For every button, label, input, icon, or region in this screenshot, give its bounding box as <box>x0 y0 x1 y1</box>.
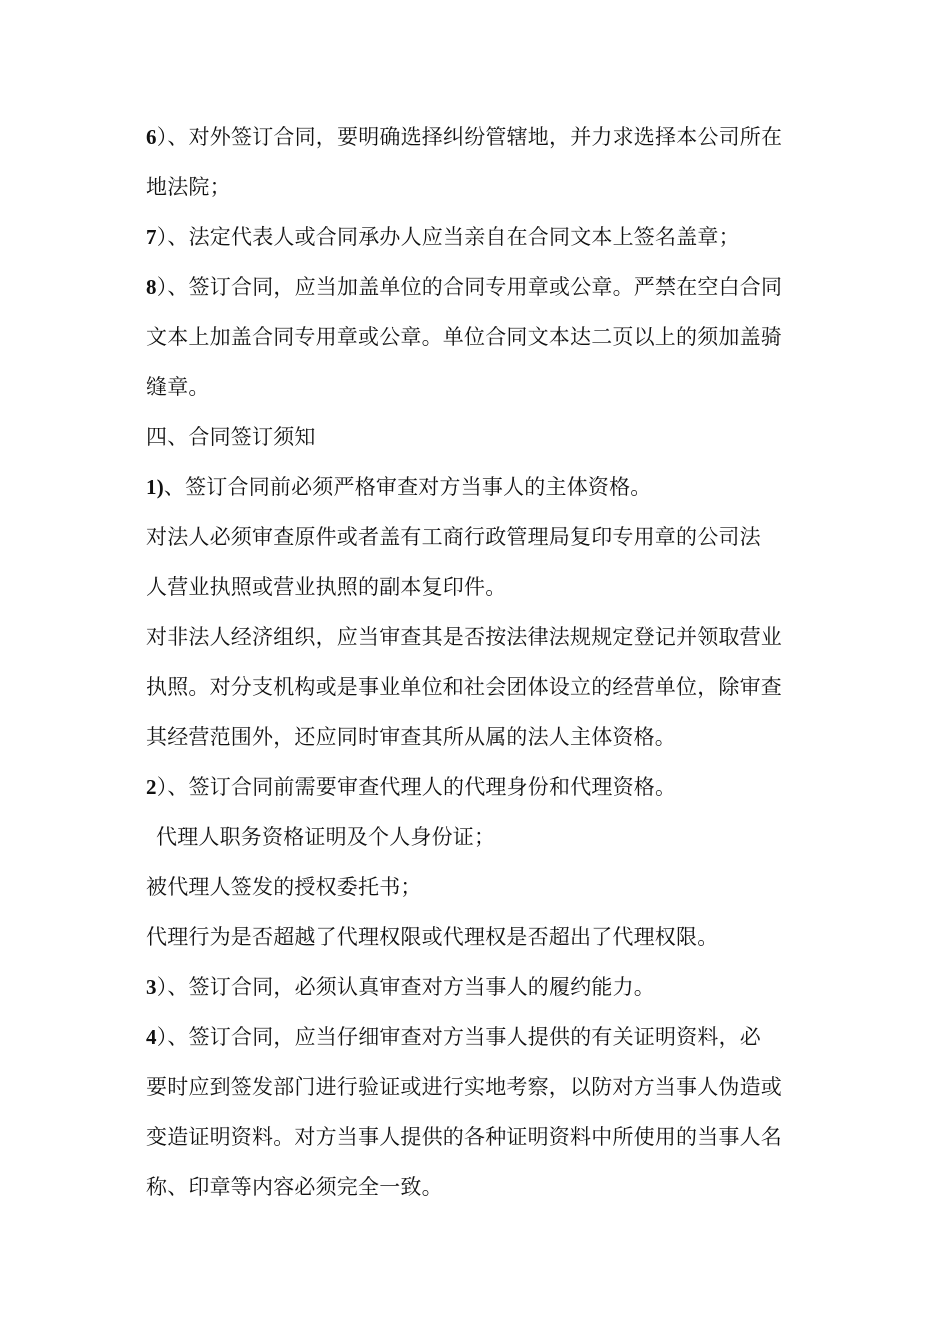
item-number: 3 <box>146 975 157 999</box>
line-text: 称、印章等内容必须完全一致。 <box>146 1175 443 1199</box>
line-text: ）、签订合同，应当仔细审查对方当事人提供的有关证明资料，必 <box>156 1025 762 1049</box>
line-text: 变造证明资料。对方当事人提供的各种证明资料中所使用的当事人名 <box>146 1125 782 1149</box>
line-text: 执照。对分支机构或是事业单位和社会团体设立的经营单位，除审查 <box>146 675 782 699</box>
paragraph-line <box>146 312 806 362</box>
line-text: 缝章。 <box>146 375 210 399</box>
item-number: 2 <box>146 775 157 799</box>
line-text: 、签订合同前必须严格审查对方当事人的主体资格。 <box>163 475 652 499</box>
line-text: 其经营范围外，还应同时审查其所从属的法人主体资格。 <box>146 725 676 749</box>
paragraph-line <box>146 1112 806 1162</box>
paragraph-line <box>146 1162 806 1212</box>
line-text: ）、签订合同前需要审查代理人的代理身份和代理资格。 <box>156 775 677 799</box>
paragraph-line <box>146 662 806 712</box>
paragraph-line <box>146 812 806 862</box>
item-number: 7 <box>146 225 157 249</box>
paragraph-line <box>146 912 806 962</box>
line-text: 对法人必须审查原件或者盖有工商行政管理局复印专用章的公司法 <box>146 525 761 549</box>
paragraph-line <box>146 1062 806 1112</box>
line-text: 被代理人签发的授权委托书； <box>146 875 422 899</box>
line-text: 四、合同签订须知 <box>146 425 316 449</box>
line-text: 文本上加盖合同专用章或公章。单位合同文本达二页以上的须加盖骑 <box>146 325 782 349</box>
line-text: 地法院； <box>146 175 231 199</box>
line-text: 要时应到签发部门进行验证或进行实地考察，以防对方当事人伪造或 <box>146 1075 782 1099</box>
paragraph-line <box>146 962 806 1012</box>
section-heading <box>146 412 806 462</box>
line-text: ）、对外签订合同，要明确选择纠纷管辖地，并力求选择本公司所在 <box>156 125 783 149</box>
paragraph-line <box>146 162 806 212</box>
line-text: ）、签订合同，应当加盖单位的合同专用章或公章。严禁在空白合同 <box>156 275 783 299</box>
paragraph-line <box>146 612 806 662</box>
paragraph-line <box>146 562 806 612</box>
line-text: 代理行为是否超越了代理权限或代理权是否超出了代理权限。 <box>146 925 719 949</box>
paragraph-line <box>146 362 806 412</box>
item-number: 6 <box>146 125 157 149</box>
paragraph-line <box>146 112 806 162</box>
line-text: 代理人职务资格证明及个人身份证； <box>156 825 496 849</box>
paragraph-line <box>146 862 806 912</box>
item-number: 8 <box>146 275 157 299</box>
paragraph-line <box>146 512 806 562</box>
paragraph-line <box>146 762 806 812</box>
line-text: ）、法定代表人或合同承办人应当亲自在合同文本上签名盖章； <box>156 225 740 249</box>
paragraph-line <box>146 212 806 262</box>
item-number: 4 <box>146 1025 157 1049</box>
paragraph-line <box>146 462 806 512</box>
paragraph-line <box>146 262 806 312</box>
paragraph-line <box>146 1012 806 1062</box>
document-body <box>146 112 806 1212</box>
paragraph-line <box>146 712 806 762</box>
item-number: 1) <box>146 475 164 499</box>
line-text: ）、签订合同，必须认真审查对方当事人的履约能力。 <box>156 975 656 999</box>
line-text: 人营业执照或营业执照的副本复印件。 <box>146 575 507 599</box>
line-text: 对非法人经济组织，应当审查其是否按法律法规规定登记并领取营业 <box>146 625 782 649</box>
